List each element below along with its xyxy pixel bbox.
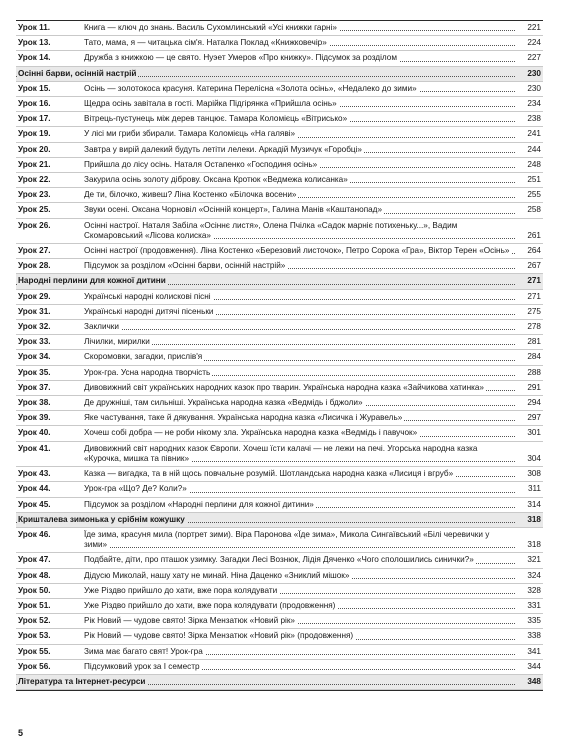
page-ref: 227: [527, 53, 541, 63]
lesson-number: Урок 51.: [18, 600, 51, 610]
page-ref: 275: [527, 306, 541, 316]
entry-title: [84, 383, 515, 393]
lesson-number: Урок 48.: [18, 570, 51, 580]
entry-title: [84, 647, 515, 657]
page-ref: 335: [527, 616, 541, 626]
toc-entry: [16, 36, 543, 51]
entry-title: [84, 190, 515, 200]
lesson-number: Урок 41.: [18, 443, 51, 453]
page-ref: 304: [527, 453, 541, 463]
table-of-contents: [16, 20, 543, 691]
entry-title: [84, 145, 515, 155]
toc-entry: [16, 173, 543, 188]
toc-entry: [16, 97, 543, 112]
toc-entry: [16, 366, 543, 381]
entry-title-text: Осінні барви, осінній настрій: [18, 68, 137, 78]
entry-title-text: Заклички: [84, 322, 119, 332]
toc-entry: [16, 305, 543, 320]
lesson-number: Урок 20.: [18, 144, 51, 154]
page-ref: 318: [527, 514, 541, 524]
lesson-number: Урок 17.: [18, 114, 51, 124]
toc-entry: [16, 528, 543, 553]
toc-entry: [16, 143, 543, 158]
entry-title: [84, 38, 515, 48]
page-ref: 251: [527, 175, 541, 185]
lesson-number: Урок 38.: [18, 398, 51, 408]
toc-entry: [16, 629, 543, 644]
lesson-number: Урок 16.: [18, 99, 51, 109]
entry-title-text: Народні перлини для кожної дитини: [18, 276, 166, 286]
lesson-number: Урок 27.: [18, 246, 51, 256]
page-ref: 238: [527, 114, 541, 124]
entry-title-text: Підсумковий урок за I семестр: [84, 661, 200, 671]
entry-title-text: Дивовижний світ народних казок Європи. Хочеш їсти калачі — не лежи на печі. Угорська народна казка «Курочка, мишка та півник»: [84, 443, 478, 463]
entry-title-text: Щедра осінь завітала в гості. Марійка Підгірянка «Прийшла осінь»: [84, 99, 337, 109]
toc-entry: [16, 320, 543, 335]
entry-title-text: Тато, мама, я — читацька сім'я. Наталка Поклад «Книжковечір»: [84, 38, 327, 48]
toc-entry: [16, 467, 543, 482]
page-ref: 297: [527, 413, 541, 423]
entry-title-text: Де дружніші, там сильніші. Українська народна казка «Ведмідь і бджоли»: [84, 398, 363, 408]
page-ref: 288: [527, 367, 541, 377]
toc-entry: [16, 290, 543, 305]
lesson-number: Урок 50.: [18, 585, 51, 595]
entry-title: [84, 114, 515, 124]
entry-title-text: Де ти, білочко, живеш? Ліна Костенко «Білочка восени»: [84, 190, 297, 200]
lesson-number: Урок 37.: [18, 382, 51, 392]
entry-title-text: Скоромовки, загадки, прислів'я: [84, 352, 203, 362]
toc-entry: [16, 660, 543, 675]
toc-entry: [16, 82, 543, 97]
entry-title: [16, 677, 515, 687]
page-ref: 338: [527, 631, 541, 641]
page-ref: 301: [527, 428, 541, 438]
page-ref: 258: [527, 205, 541, 215]
toc-entry: [16, 203, 543, 218]
entry-title-text: У лісі ми гриби збирали. Тамара Коломієць «На галяві»: [84, 129, 296, 139]
page-ref: 278: [527, 322, 541, 332]
entry-title-text: Підсумок за розділом «Народні перлини для кожної дитини»: [84, 499, 314, 509]
page-ref: 308: [527, 469, 541, 479]
entry-title-text: Яке частування, таке й дякування. Українська народна казка «Лисичка і Журавель»: [84, 413, 403, 423]
entry-title-text: Книга — ключ до знань. Василь Сухомлинський «Усі книжки гарні»: [84, 23, 337, 32]
entry-title: [84, 500, 515, 510]
lesson-number: Урок 26.: [18, 220, 51, 230]
lesson-number: Урок 14.: [18, 53, 51, 63]
lesson-number: Урок 19.: [18, 129, 51, 139]
entry-title: [84, 23, 515, 33]
entry-title: [84, 428, 515, 438]
lesson-number: Урок 45.: [18, 499, 51, 509]
lesson-number: Урок 35.: [18, 367, 51, 377]
page-ref: 267: [527, 261, 541, 271]
lesson-number: Урок 39.: [18, 413, 51, 423]
toc-entry: [16, 645, 543, 660]
entry-title-text: Осінь — золотокоса красуня. Катерина Перелісна «Золота осінь», «Недалеко до зими»: [84, 83, 417, 93]
toc-section-heading: [16, 274, 543, 289]
lesson-number: Урок 34.: [18, 352, 51, 362]
lesson-number: Урок 28.: [18, 261, 51, 271]
entry-title: [84, 484, 515, 494]
entry-title-text: Українські народні колискові пісні: [84, 291, 211, 301]
entry-title: [84, 322, 515, 332]
entry-title: [84, 586, 515, 596]
lesson-number: Урок 43.: [18, 469, 51, 479]
toc-entry: [16, 127, 543, 142]
lesson-number: Урок 13.: [18, 38, 51, 48]
entry-title-text: Завтра у вирій далекий будуть летіти лелеки. Аркадій Музичук «Горобці»: [84, 144, 362, 154]
entry-title: [16, 515, 515, 525]
entry-title-text: Дружба з книжкою — це свято. Нуэет Умеров «Про книжку». Підсумок за розділом: [84, 53, 397, 63]
toc-entry: [16, 569, 543, 584]
entry-title-text: Їде зима, красуня мила (портрет зими). Віра Паронова «Їде зима», Микола Сингаївський «Білі черевички у зими»: [84, 529, 490, 550]
entry-title: [84, 571, 515, 581]
toc-section-heading: [16, 67, 543, 82]
toc-entry: [16, 112, 543, 127]
toc-entry: [16, 498, 543, 513]
page-ref: 328: [527, 585, 541, 595]
entry-title: [84, 444, 515, 464]
entry-title: [16, 276, 515, 286]
page-ref: 281: [527, 337, 541, 347]
lesson-number: Урок 25.: [18, 205, 51, 215]
entry-title: [84, 352, 515, 362]
entry-title: [84, 221, 515, 241]
entry-title-text: Казка — вигадка, та в ній щось повчальне розумій. Шотландська народна казка «Лисиця і вгруб»: [84, 469, 454, 479]
page-ref: 294: [527, 398, 541, 408]
page-ref: 234: [527, 99, 541, 109]
entry-title-text: Осінні настрої (продовження). Ліна Костенко «Березовий листочок», Петро Сорока «Гра», Віктор Терен «Осінь»: [84, 246, 510, 256]
entry-title-text: Звуки осені. Оксана Чорновіл «Осінній концерт», Галина Манів «Каштанопад»: [84, 205, 383, 215]
lesson-number: Урок 56.: [18, 661, 51, 671]
page-ref: 248: [527, 159, 541, 169]
toc-entry: [16, 599, 543, 614]
entry-title: [84, 205, 515, 215]
entry-title: [84, 530, 515, 550]
entry-title-text: Прийшла до лісу осінь. Наталя Остапенко «Господиня осінь»: [84, 159, 318, 169]
entry-title-text: Осінні настрої. Наталя Забіла «Осіннє листя», Олена Пчілка «Садок марніє потихеньку...», Вадим Скомаровський «Лісова колиска»: [84, 220, 458, 240]
lesson-number: Урок 11.: [18, 23, 51, 32]
entry-title-text: Урок-гра. Усна народна творчість: [84, 367, 211, 377]
entry-title: [84, 129, 515, 139]
toc-entry: [16, 381, 543, 396]
lesson-number: Урок 22.: [18, 175, 51, 185]
page-ref: 255: [527, 190, 541, 200]
toc-entry: [16, 426, 543, 441]
lesson-number: Урок 31.: [18, 306, 51, 316]
entry-title: [84, 246, 515, 256]
entry-title-text: Рік Новий — чудове свято! Зірка Мензатюк «Новий рік» (продовження): [84, 631, 354, 641]
toc-entry: [16, 396, 543, 411]
page-ref: 284: [527, 352, 541, 362]
entry-title-text: Зима має багато свят! Урок-гра: [84, 646, 203, 656]
entry-title: [84, 53, 515, 63]
entry-title: [84, 398, 515, 408]
page-ref: 241: [527, 129, 541, 139]
toc-entry: [16, 219, 543, 244]
entry-title-text: Рік Новий — чудове свято! Зірка Мензатюк «Новий рік»: [84, 616, 295, 626]
lesson-number: Урок 15.: [18, 83, 51, 93]
entry-title-text: Подбайте, діти, про пташок узимку. Загадки Лесі Вознюк, Лідія Дяченко «Чого сполошились синички?»: [84, 555, 474, 565]
entry-title: [84, 99, 515, 109]
lesson-number: Урок 23.: [18, 190, 51, 200]
entry-title: [84, 307, 515, 317]
entry-title-text: Підсумок за розділом «Осінні барви, осінній настрій»: [84, 261, 286, 271]
lesson-number: Урок 29.: [18, 291, 51, 301]
toc-entry: [16, 51, 543, 66]
lesson-number: Урок 47.: [18, 555, 51, 565]
entry-title-text: Закурила осінь золоту діброву. Оксана Кротюк «Ведмежа колисанка»: [84, 175, 348, 185]
entry-title: [84, 469, 515, 479]
page-number: 5: [18, 728, 24, 738]
page-ref: 291: [527, 382, 541, 392]
entry-title-text: Хочеш собі добра — не роби нікому зла. Українська народна казка «Ведмідь і павучок»: [84, 428, 418, 438]
page-ref: 230: [527, 83, 541, 93]
entry-title: [84, 175, 515, 185]
page-ref: 224: [527, 38, 541, 48]
page-ref: 311: [527, 484, 541, 494]
toc-section-heading: [16, 513, 543, 528]
lesson-number: Урок 44.: [18, 484, 51, 494]
page-ref: 271: [527, 291, 541, 301]
entry-title: [84, 84, 515, 94]
entry-title-text: Вітрець-пустунець між дерев танцює. Тамара Коломієць «Вітрисько»: [84, 114, 348, 124]
page-ref: 261: [527, 230, 541, 240]
lesson-number: Урок 52.: [18, 616, 51, 626]
page-ref: 348: [527, 676, 541, 686]
entry-title: [84, 601, 515, 611]
lesson-number: Урок 55.: [18, 646, 51, 656]
entry-title: [84, 662, 515, 672]
lesson-number: Урок 46.: [18, 529, 51, 539]
lesson-number: Урок 33.: [18, 337, 51, 347]
page-ref: 331: [527, 600, 541, 610]
lesson-number: Урок 32.: [18, 322, 51, 332]
toc-entry: [16, 553, 543, 568]
page-ref: 344: [527, 661, 541, 671]
toc-entry: [16, 482, 543, 497]
entry-title-text: Уже Різдво прийшло до хати, вже пора колядувати (продовження): [84, 600, 336, 610]
entry-title: [84, 160, 515, 170]
entry-title: [84, 413, 515, 423]
entry-title: [84, 337, 515, 347]
toc-entry: [16, 335, 543, 350]
entry-title-text: Урок-гра «Що? Де? Коли?»: [84, 484, 187, 494]
entry-title-text: Література та Інтернет-ресурси: [18, 676, 146, 686]
toc-entry: [16, 614, 543, 629]
page-ref: 230: [527, 68, 541, 78]
entry-title: [84, 631, 515, 641]
toc-entry: [16, 21, 543, 36]
page-ref: 324: [527, 570, 541, 580]
toc-entry: [16, 584, 543, 599]
entry-title: [84, 292, 515, 302]
lesson-number: Урок 40.: [18, 428, 51, 438]
entry-title: [84, 261, 515, 271]
entry-title: [84, 555, 515, 565]
toc-entry: [16, 442, 543, 467]
toc-entry: [16, 350, 543, 365]
toc-entry: [16, 158, 543, 173]
entry-title: [84, 368, 515, 378]
page-ref: 244: [527, 144, 541, 154]
entry-title-text: Українські народні дитячі пісеньки: [84, 306, 214, 316]
page-ref: 318: [527, 540, 541, 550]
page-ref: 341: [527, 646, 541, 656]
toc-entry: [16, 259, 543, 274]
entry-title-text: Дивовижний світ українських народних казок про тварин. Українська народна казка «Зайчикова хатинка»: [84, 382, 484, 392]
toc-entry: [16, 411, 543, 426]
toc-entry: [16, 188, 543, 203]
page-ref: 221: [527, 23, 541, 32]
entry-title: [16, 69, 515, 79]
entry-title-text: Кришталева зимонька у срібнім кожушку: [18, 514, 185, 524]
entry-title-text: Лічилки, мирилки: [84, 337, 150, 347]
page-ref: 314: [527, 499, 541, 509]
toc-entry: [16, 244, 543, 259]
toc-section-heading: [16, 675, 543, 690]
lesson-number: Урок 53.: [18, 631, 51, 641]
entry-title-text: Дідусю Миколай, нашу хату не минай. Ніна Даценко «Зниклий мішок»: [84, 570, 350, 580]
entry-title-text: Уже Різдво прийшло до хати, вже пора колядувати: [84, 585, 278, 595]
lesson-number: Урок 21.: [18, 159, 51, 169]
page-ref: 321: [527, 555, 541, 565]
page-ref: 271: [527, 276, 541, 286]
entry-title: [84, 616, 515, 626]
page-ref: 264: [527, 246, 541, 256]
